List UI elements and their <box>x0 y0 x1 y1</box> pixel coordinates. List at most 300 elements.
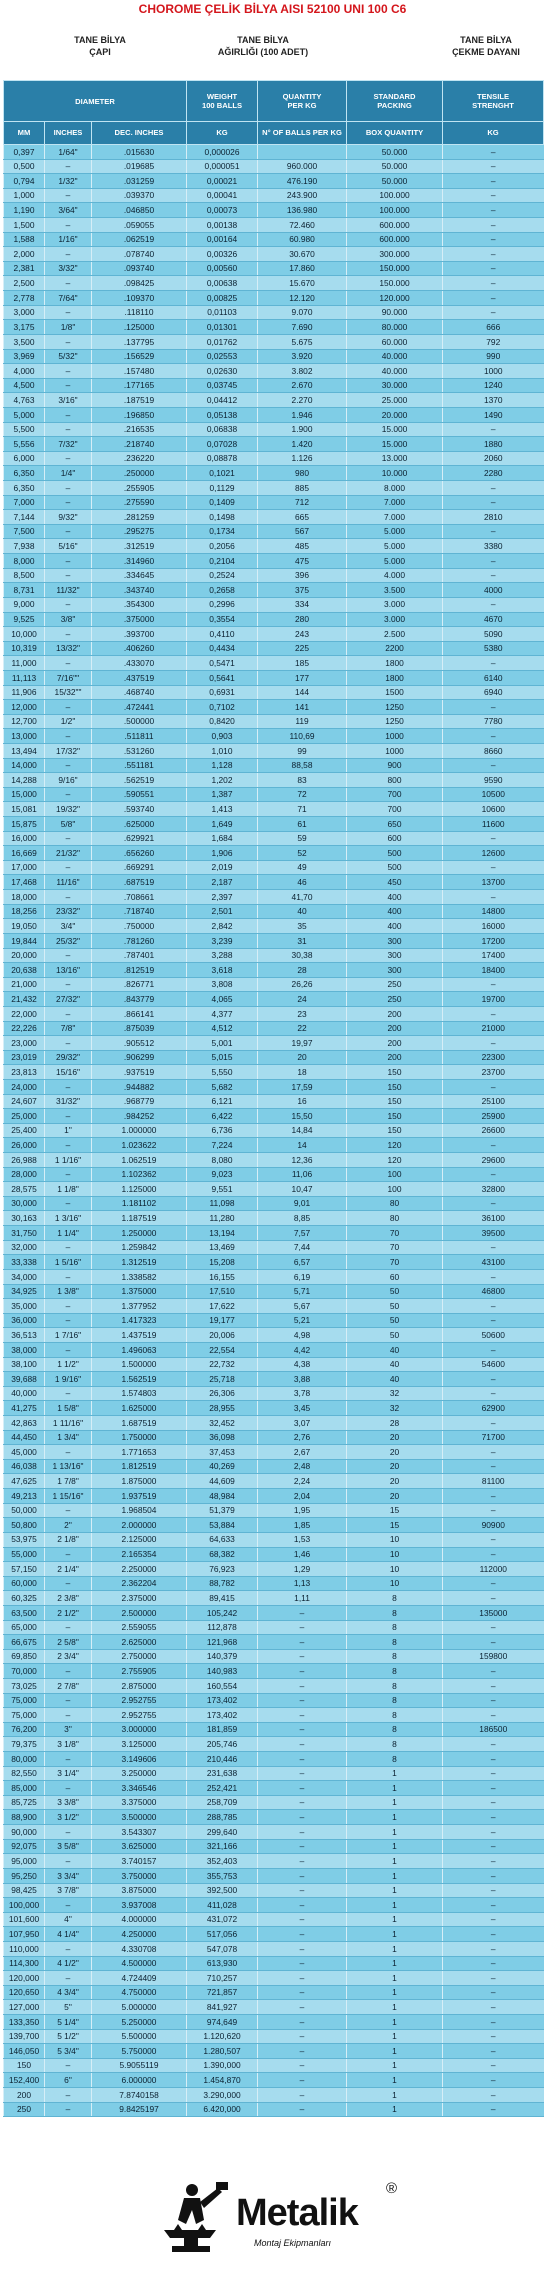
cell-mm: 20,638 <box>4 963 45 978</box>
cell-mm: 82,550 <box>4 1766 45 1781</box>
cell-tensile: – <box>443 1912 544 1927</box>
cell-inches: – <box>45 159 92 174</box>
caption-weight: TANE BİLYA AĞIRLIĞI (100 ADET) <box>217 35 309 57</box>
table-row <box>4 1722 544 1737</box>
table-row <box>4 904 544 919</box>
cell-dec-inches: 1.437519 <box>92 1328 187 1343</box>
cell-mm: 1,588 <box>4 232 45 247</box>
cell-inches: – <box>45 1299 92 1314</box>
cell-dec-inches: 2.755905 <box>92 1664 187 1679</box>
cell-dec-inches: 2.952755 <box>92 1693 187 1708</box>
cell-balls-per-kg: 18 <box>258 1065 347 1080</box>
cell-mm: 6,350 <box>4 466 45 481</box>
cell-balls-per-kg: 980 <box>258 466 347 481</box>
cell-weight: 0,00041 <box>187 188 258 203</box>
cell-tensile: – <box>443 568 544 583</box>
cell-balls-per-kg: 4,98 <box>258 1328 347 1343</box>
cell-dec-inches: 1.023622 <box>92 1138 187 1153</box>
cell-box-quantity: 400 <box>347 904 443 919</box>
cell-box-quantity: 150 <box>347 1109 443 1124</box>
page-title: CHOROME ÇELİK BİLYA AISI 52100 UNI 100 C6 <box>138 2 407 16</box>
cell-box-quantity: 1800 <box>347 670 443 685</box>
cell-inches: 1/2" <box>45 714 92 729</box>
cell-mm: 1,190 <box>4 203 45 218</box>
cell-box-quantity: 150 <box>347 1080 443 1095</box>
cell-box-quantity: 20 <box>347 1430 443 1445</box>
cell-dec-inches: 1.250000 <box>92 1226 187 1241</box>
table-row <box>4 1036 544 1051</box>
cell-weight: 7,224 <box>187 1138 258 1153</box>
cell-mm: 22,226 <box>4 1021 45 1036</box>
cell-dec-inches: .551181 <box>92 758 187 773</box>
cell-inches: 13/32" <box>45 641 92 656</box>
cell-tensile: 4670 <box>443 612 544 627</box>
table-row <box>4 656 544 671</box>
cell-mm: 26,000 <box>4 1138 45 1153</box>
cell-inches: – <box>45 568 92 583</box>
cell-weight: 392,500 <box>187 1883 258 1898</box>
table-row <box>4 1430 544 1445</box>
cell-tensile: 17400 <box>443 948 544 963</box>
cell-mm: 38,000 <box>4 1342 45 1357</box>
table-row <box>4 247 544 262</box>
cell-box-quantity: 40 <box>347 1357 443 1372</box>
cell-weight: 8,080 <box>187 1153 258 1168</box>
cell-balls-per-kg: – <box>258 1722 347 1737</box>
cell-tensile: 22300 <box>443 1050 544 1065</box>
cell-balls-per-kg: 960.000 <box>258 159 347 174</box>
cell-tensile: – <box>443 1591 544 1606</box>
cell-tensile: 90900 <box>443 1518 544 1533</box>
cell-dec-inches: .906299 <box>92 1050 187 1065</box>
cell-weight: 6,422 <box>187 1109 258 1124</box>
cell-mm: 34,000 <box>4 1269 45 1284</box>
cell-tensile: – <box>443 1532 544 1547</box>
cell-dec-inches: .984252 <box>92 1109 187 1124</box>
cell-dec-inches: 1.312519 <box>92 1255 187 1270</box>
table-row <box>4 276 544 291</box>
table-row <box>4 627 544 642</box>
cell-balls-per-kg: 14,84 <box>258 1123 347 1138</box>
cell-weight: 710,257 <box>187 1971 258 1986</box>
cell-tensile: – <box>443 1810 544 1825</box>
cell-tensile: 5380 <box>443 641 544 656</box>
cell-weight: 20,006 <box>187 1328 258 1343</box>
cell-balls-per-kg: 99 <box>258 743 347 758</box>
cell-box-quantity: 120 <box>347 1153 443 1168</box>
cell-inches: 1/64" <box>45 145 92 160</box>
cell-balls-per-kg: – <box>258 2073 347 2088</box>
cell-mm: 8,731 <box>4 583 45 598</box>
cell-dec-inches: .196850 <box>92 407 187 422</box>
cell-weight: 0,04412 <box>187 393 258 408</box>
table-row <box>4 1941 544 1956</box>
cell-mm: 18,256 <box>4 904 45 919</box>
table-row <box>4 1342 544 1357</box>
cell-balls-per-kg: – <box>258 1693 347 1708</box>
cell-weight: 37,453 <box>187 1445 258 1460</box>
cell-box-quantity: 5.000 <box>347 554 443 569</box>
cell-balls-per-kg: 15,50 <box>258 1109 347 1124</box>
table-row <box>4 641 544 656</box>
table-row <box>4 1284 544 1299</box>
cell-box-quantity: 10 <box>347 1576 443 1591</box>
cell-tensile: – <box>443 145 544 160</box>
table-row <box>4 378 544 393</box>
table-row <box>4 1868 544 1883</box>
cell-inches: – <box>45 1196 92 1211</box>
cell-balls-per-kg: 49 <box>258 860 347 875</box>
cell-tensile: – <box>443 758 544 773</box>
cell-inches: 5/32" <box>45 349 92 364</box>
cell-weight: 2,842 <box>187 919 258 934</box>
cell-inches: 9/32" <box>45 510 92 525</box>
table-row <box>4 1503 544 1518</box>
cell-balls-per-kg: 9.070 <box>258 305 347 320</box>
cell-balls-per-kg: 72.460 <box>258 218 347 233</box>
cell-box-quantity: 5.000 <box>347 524 443 539</box>
cell-mm: 4,500 <box>4 378 45 393</box>
cell-balls-per-kg: – <box>258 1985 347 2000</box>
cell-mm: 17,000 <box>4 860 45 875</box>
cell-mm: 2,000 <box>4 247 45 262</box>
cell-tensile: – <box>443 1854 544 1869</box>
cell-tensile: – <box>443 1752 544 1767</box>
cell-weight: 0,5471 <box>187 656 258 671</box>
cell-weight: 411,028 <box>187 1898 258 1913</box>
cell-box-quantity: 4.000 <box>347 568 443 583</box>
cell-box-quantity: 250 <box>347 992 443 1007</box>
table-row <box>4 2088 544 2103</box>
cell-mm: 31,750 <box>4 1226 45 1241</box>
cell-inches: – <box>45 1445 92 1460</box>
cell-inches: – <box>45 860 92 875</box>
cell-balls-per-kg: 334 <box>258 597 347 612</box>
cell-inches: 11/16" <box>45 875 92 890</box>
cell-tensile: – <box>443 218 544 233</box>
cell-dec-inches: .656260 <box>92 846 187 861</box>
cell-dec-inches: .125000 <box>92 320 187 335</box>
cell-weight: 5,015 <box>187 1050 258 1065</box>
cell-dec-inches: .937519 <box>92 1065 187 1080</box>
cell-mm: 33,338 <box>4 1255 45 1270</box>
cell-balls-per-kg: 12,36 <box>258 1153 347 1168</box>
cell-balls-per-kg: 7,44 <box>258 1240 347 1255</box>
cell-tensile: – <box>443 1138 544 1153</box>
cell-box-quantity: 10.000 <box>347 466 443 481</box>
cell-balls-per-kg: 3.802 <box>258 364 347 379</box>
brand-logo <box>150 2172 410 2262</box>
cell-tensile: – <box>443 247 544 262</box>
cell-balls-per-kg: 177 <box>258 670 347 685</box>
table-row <box>4 1299 544 1314</box>
cell-weight: 0,01103 <box>187 305 258 320</box>
cell-inches: 4" <box>45 1912 92 1927</box>
cell-tensile: 9590 <box>443 773 544 788</box>
cell-tensile: – <box>443 860 544 875</box>
cell-dec-inches: .039370 <box>92 188 187 203</box>
cell-inches: – <box>45 2102 92 2117</box>
cell-mm: 53,975 <box>4 1532 45 1547</box>
cell-mm: 23,813 <box>4 1065 45 1080</box>
cell-tensile: – <box>443 291 544 306</box>
table-row <box>4 1153 544 1168</box>
cell-mm: 25,000 <box>4 1109 45 1124</box>
cell-tensile: 21000 <box>443 1021 544 1036</box>
cell-weight: 3,618 <box>187 963 258 978</box>
cell-mm: 80,000 <box>4 1752 45 1767</box>
cell-weight: 2,187 <box>187 875 258 890</box>
cell-box-quantity: 70 <box>347 1255 443 1270</box>
cell-dec-inches: .059055 <box>92 218 187 233</box>
cell-weight: 76,923 <box>187 1562 258 1577</box>
cell-tensile: – <box>443 2044 544 2059</box>
cell-balls-per-kg: 1.420 <box>258 437 347 452</box>
cell-balls-per-kg: 110,69 <box>258 729 347 744</box>
cell-mm: 41,275 <box>4 1401 45 1416</box>
cell-mm: 39,688 <box>4 1372 45 1387</box>
cell-weight: 0,1734 <box>187 524 258 539</box>
cell-box-quantity: 650 <box>347 817 443 832</box>
table-row <box>4 2058 544 2073</box>
cell-dec-inches: 4.000000 <box>92 1912 187 1927</box>
cell-weight: 1,202 <box>187 773 258 788</box>
cell-balls-per-kg: 5,21 <box>258 1313 347 1328</box>
cell-box-quantity: 60 <box>347 1269 443 1284</box>
cell-weight: 11,280 <box>187 1211 258 1226</box>
cell-balls-per-kg: 72 <box>258 787 347 802</box>
cell-dec-inches: 2.250000 <box>92 1562 187 1577</box>
cell-tensile: – <box>443 1167 544 1182</box>
cell-mm: 95,250 <box>4 1868 45 1883</box>
cell-balls-per-kg: – <box>258 2088 347 2103</box>
cell-balls-per-kg: 665 <box>258 510 347 525</box>
cell-inches: 3 1/4" <box>45 1766 92 1781</box>
cell-box-quantity: 250 <box>347 977 443 992</box>
cell-mm: 36,513 <box>4 1328 45 1343</box>
cell-dec-inches: 1.875000 <box>92 1474 187 1489</box>
table-row <box>4 1649 544 1664</box>
cell-weight: 3,808 <box>187 977 258 992</box>
table-row <box>4 188 544 203</box>
cell-weight: 140,379 <box>187 1649 258 1664</box>
cell-mm: 114,300 <box>4 1956 45 1971</box>
cell-weight: 121,968 <box>187 1635 258 1650</box>
table-row <box>4 305 544 320</box>
cell-dec-inches: 3.125000 <box>92 1737 187 1752</box>
cell-tensile: – <box>443 1459 544 1474</box>
cell-box-quantity: 8 <box>347 1649 443 1664</box>
cell-weight: 0,00138 <box>187 218 258 233</box>
cell-mm: 75,000 <box>4 1708 45 1723</box>
cell-balls-per-kg: 1.946 <box>258 407 347 422</box>
cell-inches: – <box>45 1080 92 1095</box>
cell-mm: 16,000 <box>4 831 45 846</box>
cell-inches: 7/8" <box>45 1021 92 1036</box>
cell-dec-inches: 3.250000 <box>92 1766 187 1781</box>
cell-tensile: – <box>443 1737 544 1752</box>
cell-dec-inches: .468740 <box>92 685 187 700</box>
cell-tensile: – <box>443 831 544 846</box>
cell-balls-per-kg: – <box>258 1752 347 1767</box>
table-row <box>4 2000 544 2015</box>
cell-dec-inches: 3.375000 <box>92 1795 187 1810</box>
cell-tensile: 29600 <box>443 1153 544 1168</box>
cell-inches: – <box>45 1138 92 1153</box>
cell-tensile: – <box>443 1080 544 1095</box>
cell-dec-inches: .177165 <box>92 378 187 393</box>
cell-inches: 2 1/8" <box>45 1532 92 1547</box>
cell-box-quantity: 100.000 <box>347 188 443 203</box>
cell-dec-inches: .866141 <box>92 1006 187 1021</box>
cell-balls-per-kg: 5.675 <box>258 334 347 349</box>
cell-mm: 5,556 <box>4 437 45 452</box>
cell-inches: 2 1/4" <box>45 1562 92 1577</box>
cell-dec-inches: 2.362204 <box>92 1576 187 1591</box>
cell-inches: 2 3/4" <box>45 1649 92 1664</box>
cell-balls-per-kg: 1.900 <box>258 422 347 437</box>
cell-box-quantity: 32 <box>347 1401 443 1416</box>
table-row <box>4 466 544 481</box>
cell-dec-inches: .157480 <box>92 364 187 379</box>
header-tensile: TENSILE STRENGHT <box>443 81 544 122</box>
cell-balls-per-kg: – <box>258 1854 347 1869</box>
cell-weight: 160,554 <box>187 1678 258 1693</box>
cell-balls-per-kg: 2,67 <box>258 1445 347 1460</box>
cell-mm: 3,175 <box>4 320 45 335</box>
cell-dec-inches: 1.500000 <box>92 1357 187 1372</box>
cell-inches: – <box>45 334 92 349</box>
cell-dec-inches: .781260 <box>92 933 187 948</box>
cell-inches: 3/64" <box>45 203 92 218</box>
cell-balls-per-kg: 88,58 <box>258 758 347 773</box>
table-row <box>4 554 544 569</box>
cell-dec-inches: 1.187519 <box>92 1211 187 1226</box>
cell-dec-inches: .078740 <box>92 247 187 262</box>
table-row <box>4 1021 544 1036</box>
cell-mm: 250 <box>4 2102 45 2117</box>
cell-mm: 11,000 <box>4 656 45 671</box>
cell-box-quantity: 15.000 <box>347 437 443 452</box>
cell-tensile: – <box>443 1781 544 1796</box>
cell-tensile: 19700 <box>443 992 544 1007</box>
cell-mm: 6,350 <box>4 481 45 496</box>
cell-mm: 152,400 <box>4 2073 45 2088</box>
cell-dec-inches: .015630 <box>92 145 187 160</box>
table-row <box>4 495 544 510</box>
cell-tensile: – <box>443 1795 544 1810</box>
cell-weight: 0,01301 <box>187 320 258 335</box>
cell-dec-inches: .812519 <box>92 963 187 978</box>
cell-box-quantity: 3.500 <box>347 583 443 598</box>
cell-tensile: – <box>443 1372 544 1387</box>
cell-weight: 0,1498 <box>187 510 258 525</box>
table-row <box>4 1065 544 1080</box>
cell-dec-inches: 1.771653 <box>92 1445 187 1460</box>
cell-inches: – <box>45 451 92 466</box>
cell-dec-inches: 2.000000 <box>92 1518 187 1533</box>
cell-balls-per-kg: 243 <box>258 627 347 642</box>
cell-balls-per-kg: – <box>258 1737 347 1752</box>
cell-balls-per-kg: 475 <box>258 554 347 569</box>
table-row <box>4 1357 544 1372</box>
cell-inches: 1" <box>45 1123 92 1138</box>
cell-inches: – <box>45 1971 92 1986</box>
cell-mm: 49,213 <box>4 1489 45 1504</box>
cell-box-quantity: 20 <box>347 1489 443 1504</box>
cell-dec-inches: 1.259842 <box>92 1240 187 1255</box>
cell-box-quantity: 90.000 <box>347 305 443 320</box>
cell-inches: 11/32" <box>45 583 92 598</box>
cell-inches: 17/32" <box>45 743 92 758</box>
header-packing: STANDARD PACKING <box>347 81 443 122</box>
cell-inches: 1 5/8" <box>45 1401 92 1416</box>
cell-tensile: 4000 <box>443 583 544 598</box>
cell-tensile: – <box>443 174 544 189</box>
cell-mm: 11,113 <box>4 670 45 685</box>
cell-tensile: – <box>443 1956 544 1971</box>
cell-balls-per-kg: 2.270 <box>258 393 347 408</box>
cell-box-quantity: 1500 <box>347 685 443 700</box>
cell-box-quantity: 8 <box>347 1693 443 1708</box>
cell-inches: 23/32" <box>45 904 92 919</box>
cell-box-quantity: 80 <box>347 1196 443 1211</box>
cell-box-quantity: 150 <box>347 1065 443 1080</box>
cell-balls-per-kg: 136.980 <box>258 203 347 218</box>
cell-weight: 5,550 <box>187 1065 258 1080</box>
cell-tensile: 8660 <box>443 743 544 758</box>
cell-tensile: 32800 <box>443 1182 544 1197</box>
cell-box-quantity: 1 <box>347 1766 443 1781</box>
cell-mm: 15,875 <box>4 817 45 832</box>
cell-inches: – <box>45 1941 92 1956</box>
cell-balls-per-kg: 1,29 <box>258 1562 347 1577</box>
cell-inches: 3/4" <box>45 919 92 934</box>
cell-inches: 1/4" <box>45 466 92 481</box>
cell-balls-per-kg: 3,45 <box>258 1401 347 1416</box>
cell-inches: 5 3/4" <box>45 2044 92 2059</box>
cell-mm: 60,000 <box>4 1576 45 1591</box>
header-diameter: DIAMETER <box>4 81 187 122</box>
cell-inches: – <box>45 481 92 496</box>
cell-box-quantity: 50 <box>347 1299 443 1314</box>
table-row <box>4 1109 544 1124</box>
cell-balls-per-kg: 20 <box>258 1050 347 1065</box>
cell-dec-inches: 3.500000 <box>92 1810 187 1825</box>
cell-box-quantity: 50 <box>347 1328 443 1343</box>
cell-box-quantity: 3.000 <box>347 597 443 612</box>
cell-tensile: – <box>443 1620 544 1635</box>
cell-inches: 1 1/8" <box>45 1182 92 1197</box>
cell-box-quantity: 10 <box>347 1547 443 1562</box>
table-row <box>4 992 544 1007</box>
cell-box-quantity: 8 <box>347 1620 443 1635</box>
cell-mm: 107,950 <box>4 1927 45 1942</box>
cell-mm: 40,000 <box>4 1386 45 1401</box>
cell-balls-per-kg: 3,88 <box>258 1372 347 1387</box>
cell-inches: – <box>45 700 92 715</box>
cell-tensile: 1000 <box>443 364 544 379</box>
cell-tensile: – <box>443 597 544 612</box>
table-row <box>4 1547 544 1562</box>
logo-name: Metalik <box>236 2192 358 2234</box>
cell-inches: – <box>45 1781 92 1796</box>
cell-balls-per-kg: 1,95 <box>258 1503 347 1518</box>
cell-balls-per-kg: 5,67 <box>258 1299 347 1314</box>
cell-inches: 1 11/16" <box>45 1416 92 1431</box>
cell-mm: 85,725 <box>4 1795 45 1810</box>
table-row <box>4 1795 544 1810</box>
